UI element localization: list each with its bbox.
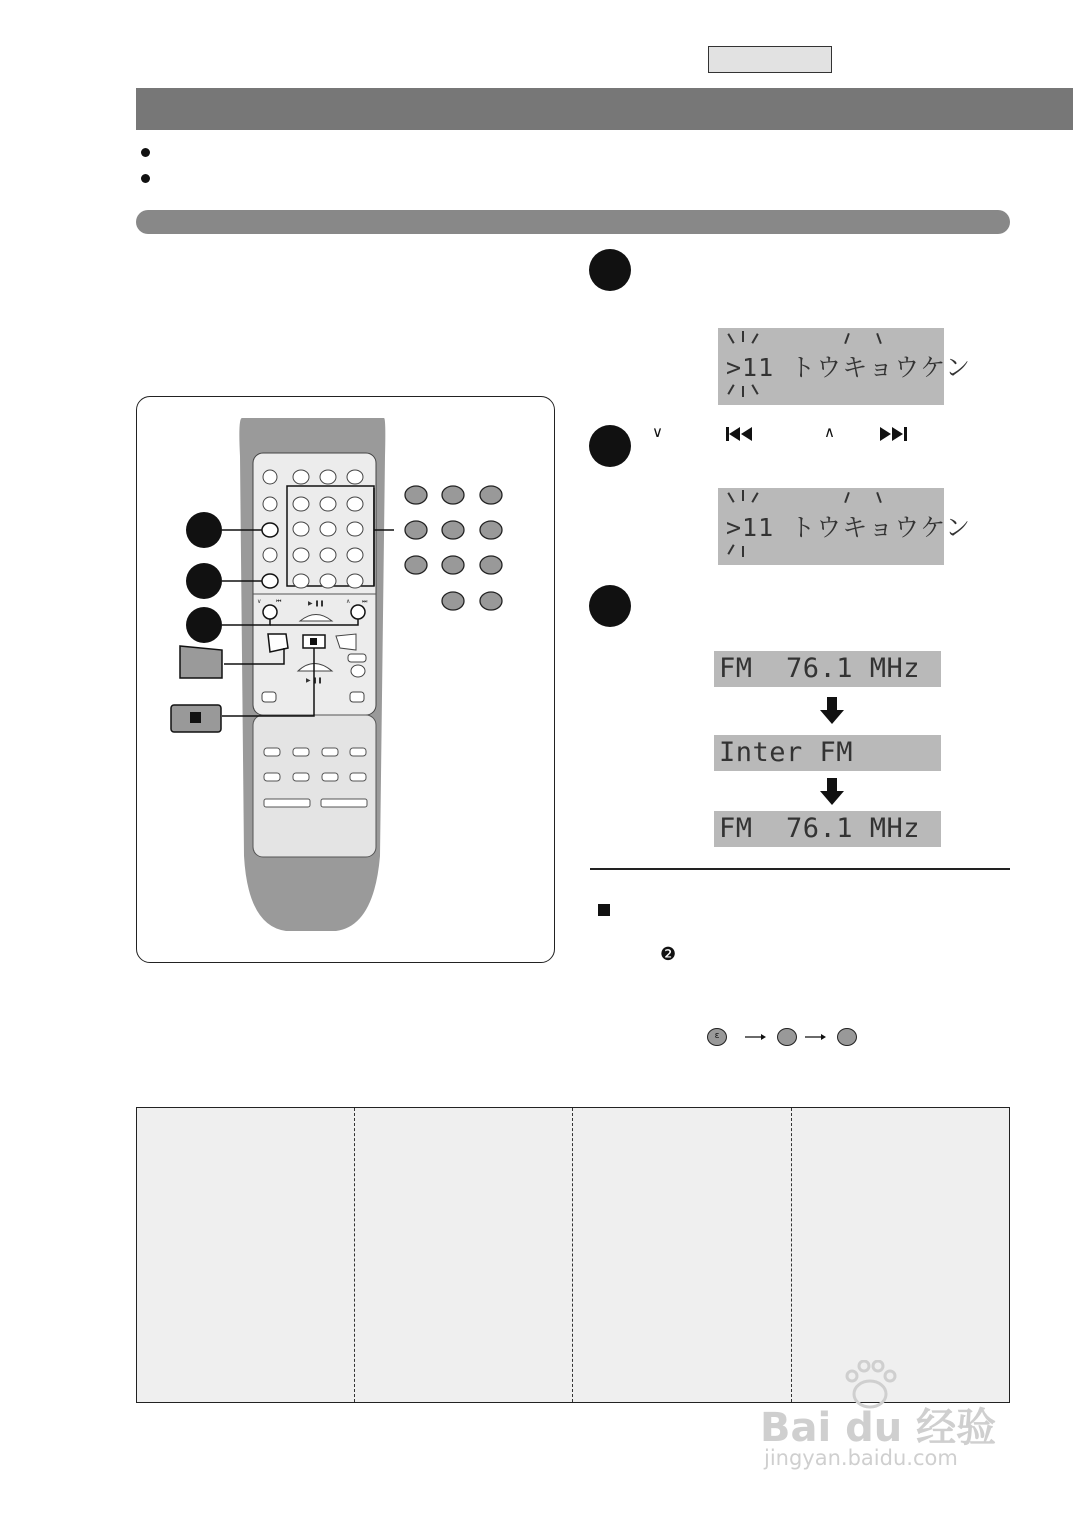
down-symbol: ∨ — [652, 423, 663, 441]
lcd-frequency-text-2: FM 76.1 MHz — [719, 813, 921, 844]
arrow-right-icon — [805, 1031, 827, 1043]
down-arrow-icon — [820, 697, 844, 725]
watermark-brand: Bai du 经验 — [760, 1405, 997, 1451]
step-2-marker — [589, 425, 631, 467]
svg-text:⏮: ⏮ — [276, 598, 282, 605]
sequence-button-2 — [777, 1028, 797, 1046]
title-bar — [136, 88, 1073, 130]
lcd-frequency-1 — [714, 651, 941, 687]
step-1-marker — [589, 249, 631, 291]
watermark-url: jingyan.baidu.com — [764, 1446, 958, 1470]
bullet-point — [141, 174, 150, 183]
lcd-preset-text-2: >11 トウキョウケン — [726, 513, 971, 542]
info-table — [136, 1107, 1010, 1403]
sequence-button-3 — [837, 1028, 857, 1046]
remote-lower-panel — [253, 715, 376, 857]
step-3-marker — [589, 585, 631, 627]
note-square-icon — [598, 904, 610, 916]
lcd-display-preset-2 — [718, 488, 971, 565]
note-separator — [590, 868, 1010, 870]
bullet-point — [141, 148, 150, 157]
section-bar — [136, 210, 1010, 234]
lcd-frequency-2 — [714, 811, 941, 847]
column-divider — [791, 1108, 792, 1402]
step-2-reference: ❷ — [660, 944, 677, 965]
skip-forward-icon — [879, 426, 907, 442]
column-divider — [572, 1108, 573, 1402]
lcd-station-text: Inter FM — [719, 737, 854, 768]
arrow-right-icon — [745, 1031, 767, 1043]
svg-text:∨: ∨ — [257, 598, 262, 605]
lcd-display-preset — [718, 328, 971, 405]
sequence-button-1: ε — [707, 1028, 727, 1046]
down-arrow-icon — [820, 778, 844, 806]
svg-text:▶ ❚❚: ▶ ❚❚ — [306, 677, 323, 684]
skip-back-icon — [726, 426, 754, 442]
lcd-station-name — [714, 735, 941, 771]
baidu-watermark — [760, 1360, 1010, 1480]
svg-text:⏭: ⏭ — [362, 598, 368, 605]
remote-control-illustration — [136, 396, 555, 963]
svg-text:▶ ❚❚: ▶ ❚❚ — [308, 600, 325, 607]
svg-text:∧: ∧ — [346, 598, 351, 605]
lcd-preset-text: >11 トウキョウケン — [726, 353, 971, 382]
up-symbol: ∧ — [824, 423, 835, 441]
header-label-box — [708, 46, 832, 73]
lcd-frequency-text: FM 76.1 MHz — [719, 653, 921, 684]
column-divider — [354, 1108, 355, 1402]
